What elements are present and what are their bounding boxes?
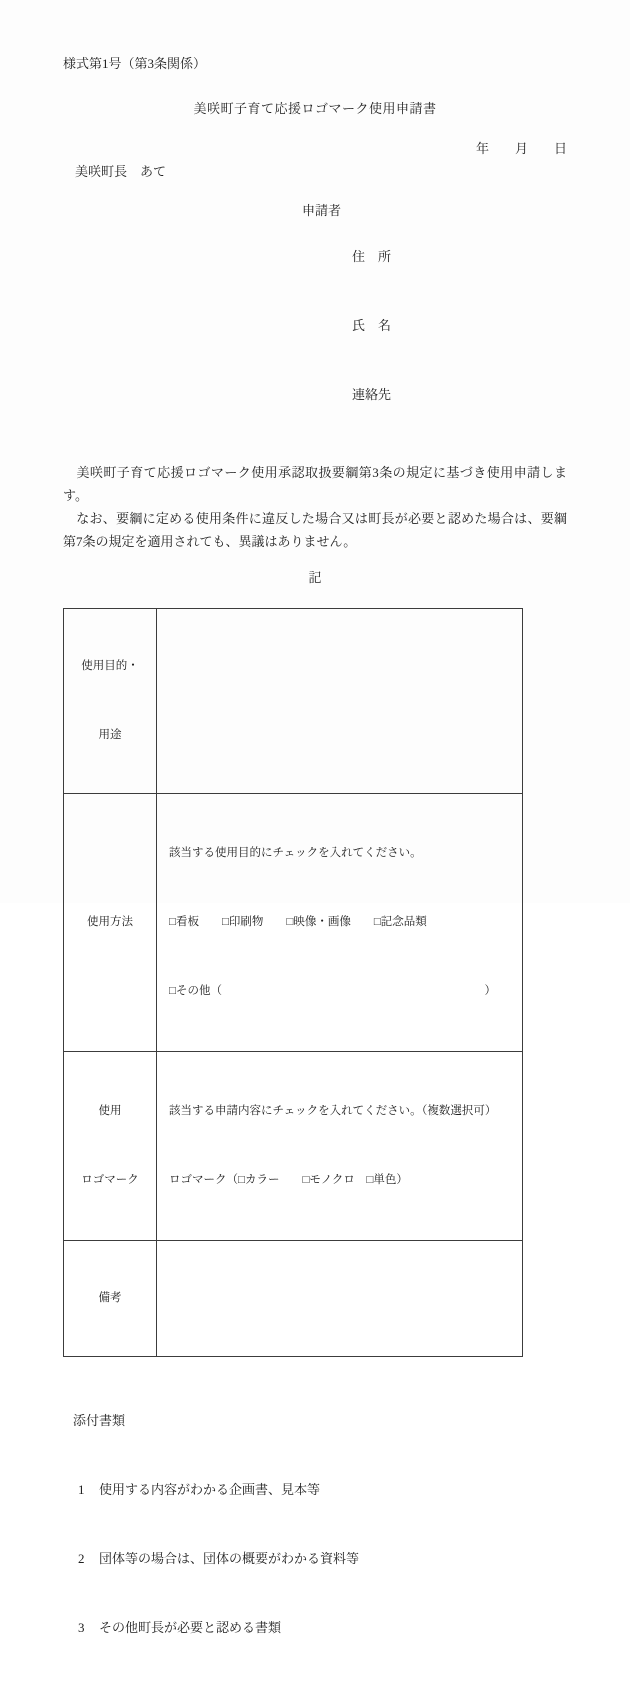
row-label-remarks-line1: 備考: [98, 1292, 122, 1304]
applicant-field-name: 氏 名: [352, 318, 392, 333]
applicant-fields: [352, 199, 391, 452]
table-row-purpose: [64, 609, 523, 794]
attachment-item: [78, 1547, 567, 1570]
date-line: 年 月 日: [475, 141, 567, 156]
row-label-logo-line2: ロゴマーク: [81, 1174, 139, 1186]
applicant-field-contact: 連絡先: [352, 387, 392, 402]
row-label-purpose-line2: 用途: [98, 729, 122, 741]
applicant-block: [302, 199, 567, 452]
table-row-usage-method: [64, 794, 523, 1052]
usage-method-checkbox-line: □看板 □印刷物 □映像・画像 □記念品類: [169, 916, 427, 928]
row-label-purpose: [64, 609, 157, 794]
logo-selection-cell: [157, 1052, 523, 1241]
row-label-remarks: [64, 1241, 157, 1357]
row-label-logo-mark: [64, 1052, 157, 1241]
other-option-close: ）: [484, 985, 496, 997]
applicant-field-address: 住 所: [352, 249, 392, 264]
attachments-section: [73, 1363, 567, 1685]
attachments-heading: 添付書類: [73, 1413, 126, 1428]
purpose-entry-cell: [157, 609, 523, 794]
addressee-line: 美咲町長 あて: [75, 164, 167, 179]
table-row-logo-mark: [64, 1052, 523, 1241]
attachment-item: [78, 1616, 567, 1639]
attachment-item-number: 3: [78, 1620, 85, 1635]
row-label-logo-line1: 使用: [98, 1105, 122, 1117]
logo-instruction: 該当する申請内容にチェックを入れてください。（複数選択可）: [169, 1105, 497, 1117]
other-option-open: □その他（: [169, 985, 222, 997]
row-label-usage-method: [64, 794, 157, 1052]
remarks-entry-cell: [157, 1241, 523, 1357]
body-paragraph-application: 美咲町子育て応援ロゴマーク使用承認取扱要綱第3条の規定に基づき使用申請します。: [63, 465, 567, 503]
record-marker: 記: [308, 570, 322, 585]
attachment-item-text: 使用する内容がわかる企画書、見本等: [99, 1482, 321, 1497]
page-title: 美咲町子育て応援ロゴマーク使用申請書: [193, 101, 437, 116]
attachment-item-text: その他町長が必要と認める書類: [99, 1620, 282, 1635]
attachment-item-number: 2: [78, 1551, 85, 1566]
attachment-item-number: 1: [78, 1482, 85, 1497]
attachment-item-text: 団体等の場合は、団体の概要がわかる資料等: [99, 1551, 360, 1566]
applicant-label: 申請者: [302, 203, 342, 218]
table-row-remarks: [64, 1241, 523, 1357]
form-number: 様式第1号（第3条関係）: [63, 56, 207, 71]
row-label-purpose-line1: 使用目的・: [81, 660, 139, 672]
attachment-item: [78, 1478, 567, 1501]
body-paragraph-conditions: なお、要綱に定める使用条件に違反した場合又は町長が必要と認めた場合は、要綱第7条の規定を適用されても、異議はありません。: [63, 511, 567, 549]
usage-method-instruction: 該当する使用目的にチェックを入れてください。: [169, 847, 422, 859]
logo-checkbox-line: ロゴマーク（□カラー □モノクロ □単色）: [169, 1174, 408, 1186]
usage-method-other-line: [169, 980, 510, 1003]
application-table: [63, 608, 523, 1357]
usage-method-cell: [157, 794, 523, 1052]
row-label-usage-method-line1: 使用方法: [87, 916, 133, 928]
